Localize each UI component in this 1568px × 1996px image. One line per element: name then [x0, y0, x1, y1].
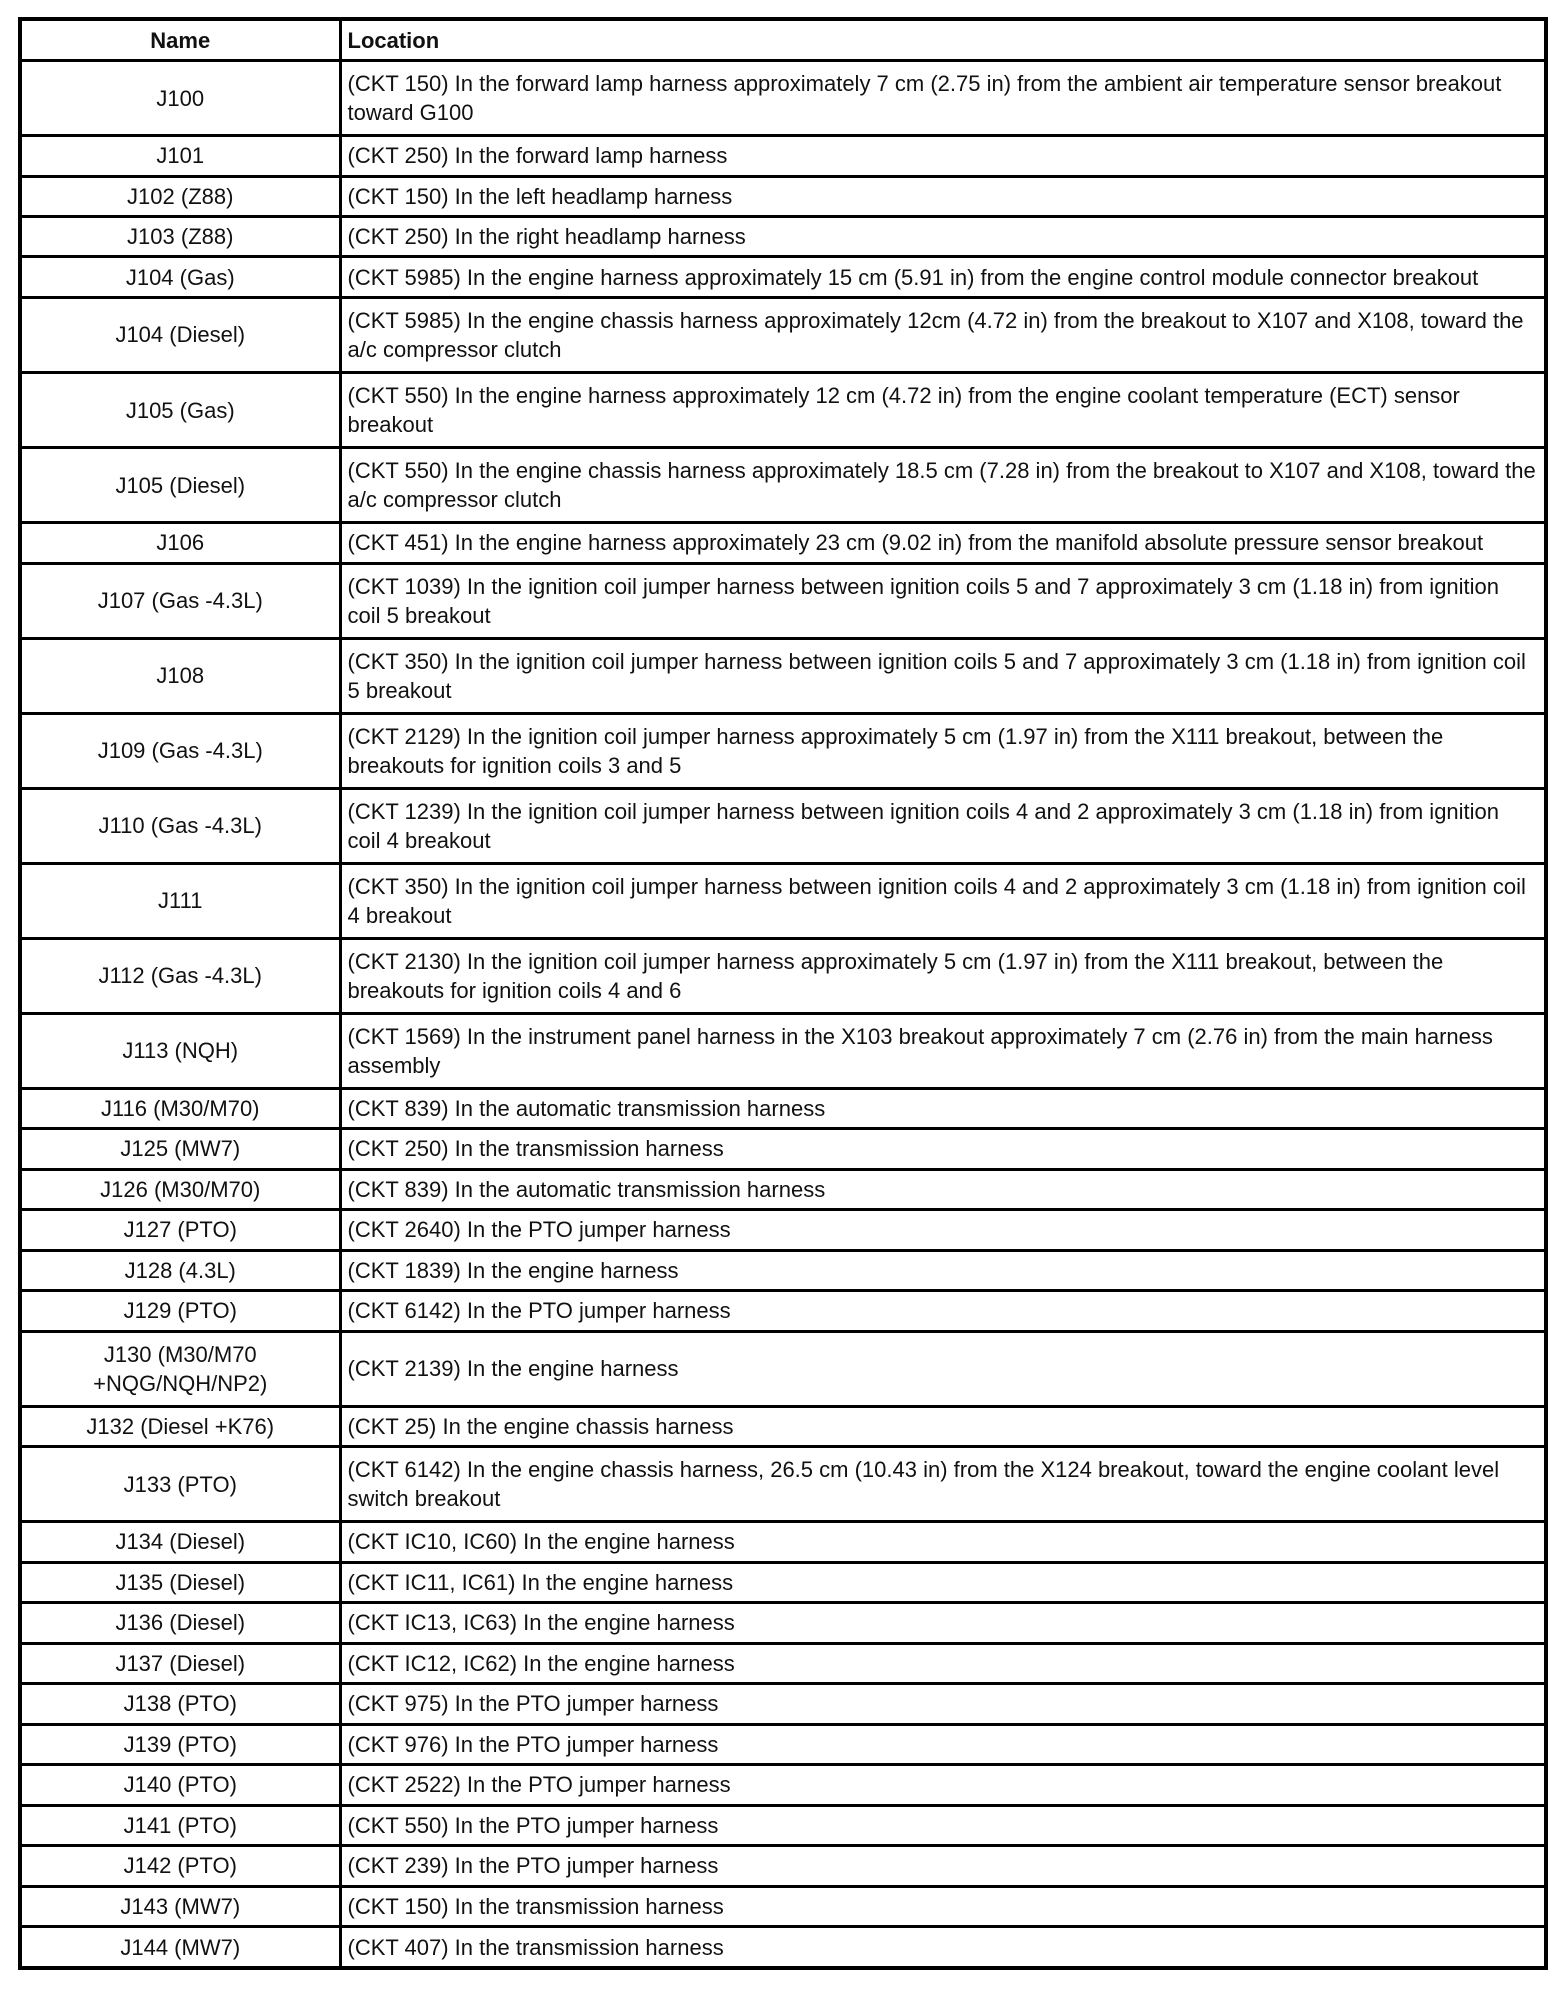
splice-name-cell: J130 (M30/M70 +NQG/NQH/NP2) [20, 1331, 340, 1406]
splice-name-cell: J100 [20, 61, 340, 136]
splice-name-cell: J128 (4.3L) [20, 1250, 340, 1290]
splice-location-cell: (CKT 1039) In the ignition coil jumper harness between ignition coils 5 and 7 approximately 3 cm (1.18 in) from ignition coil 5 breakout [340, 563, 1546, 638]
splice-name-cell: J129 (PTO) [20, 1291, 340, 1331]
splice-name-cell: J104 (Gas) [20, 257, 340, 297]
table-row [20, 1805, 1546, 1845]
splice-location-cell: (CKT 6142) In the PTO jumper harness [340, 1291, 1546, 1331]
splice-location-cell: (CKT 2130) In the ignition coil jumper harness approximately 5 cm (1.97 in) from the X111 breakout, between the breakouts for ignition coils 4 and 6 [340, 938, 1546, 1013]
splice-name-cell: J107 (Gas -4.3L) [20, 563, 340, 638]
splice-location-cell: (CKT 407) In the transmission harness [340, 1927, 1546, 1968]
table-row [20, 373, 1546, 448]
table-row [20, 863, 1546, 938]
splice-location-cell: (CKT 975) In the PTO jumper harness [340, 1684, 1546, 1724]
table-row [20, 523, 1546, 563]
splice-name-cell: J142 (PTO) [20, 1846, 340, 1886]
splice-location-cell: (CKT 2139) In the engine harness [340, 1331, 1546, 1406]
table-row [20, 1291, 1546, 1331]
splice-name-cell: J141 (PTO) [20, 1805, 340, 1845]
table-row [20, 1406, 1546, 1446]
splice-location-cell: (CKT 150) In the left headlamp harness [340, 176, 1546, 216]
splice-name-cell: J110 (Gas -4.3L) [20, 788, 340, 863]
splice-location-cell: (CKT 350) In the ignition coil jumper harness between ignition coils 5 and 7 approximately 3 cm (1.18 in) from ignition coil 5 breakout [340, 638, 1546, 713]
splice-name-cell: J108 [20, 638, 340, 713]
splice-location-cell: (CKT 5985) In the engine chassis harness approximately 12cm (4.72 in) from the breakout to X107 and X108, toward the a/c compressor clutch [340, 297, 1546, 372]
splice-location-cell: (CKT 5985) In the engine harness approximately 15 cm (5.91 in) from the engine control module connector breakout [340, 257, 1546, 297]
table-row [20, 448, 1546, 523]
table-row [20, 1643, 1546, 1683]
splice-name-cell: J104 (Diesel) [20, 297, 340, 372]
splice-name-cell: J112 (Gas -4.3L) [20, 938, 340, 1013]
splice-name-cell: J101 [20, 136, 340, 176]
table-row [20, 788, 1546, 863]
splice-location-cell: (CKT 250) In the transmission harness [340, 1129, 1546, 1169]
table-row [20, 1447, 1546, 1522]
column-header-name: Name [20, 19, 340, 61]
splice-location-sheet [18, 17, 1548, 1970]
table-row [20, 1331, 1546, 1406]
splice-name-cell: J105 (Gas) [20, 373, 340, 448]
splice-location-cell: (CKT 451) In the engine harness approximately 23 cm (9.02 in) from the manifold absolute pressure sensor breakout [340, 523, 1546, 563]
splice-location-cell: (CKT 239) In the PTO jumper harness [340, 1846, 1546, 1886]
splice-name-cell: J134 (Diesel) [20, 1522, 340, 1562]
splice-name-cell: J139 (PTO) [20, 1724, 340, 1764]
table-row [20, 938, 1546, 1013]
splice-location-cell: (CKT 2640) In the PTO jumper harness [340, 1210, 1546, 1250]
table-row [20, 61, 1546, 136]
splice-name-cell: J136 (Diesel) [20, 1603, 340, 1643]
splice-name-cell: J143 (MW7) [20, 1886, 340, 1926]
table-row [20, 638, 1546, 713]
splice-name-cell: J137 (Diesel) [20, 1643, 340, 1683]
splice-location-cell: (CKT IC11, IC61) In the engine harness [340, 1562, 1546, 1602]
table-row [20, 1886, 1546, 1926]
splice-location-table [18, 17, 1548, 1970]
splice-location-cell: (CKT 550) In the engine harness approximately 12 cm (4.72 in) from the engine coolant temperature (ECT) sensor breakout [340, 373, 1546, 448]
column-header-location: Location [340, 19, 1546, 61]
splice-name-cell: J113 (NQH) [20, 1013, 340, 1088]
table-row [20, 1522, 1546, 1562]
splice-location-cell: (CKT 550) In the engine chassis harness approximately 18.5 cm (7.28 in) from the breakout to X107 and X108, toward the a/c compressor clutch [340, 448, 1546, 523]
splice-location-cell: (CKT 1569) In the instrument panel harness in the X103 breakout approximately 7 cm (2.76 in) from the main harness assembly [340, 1013, 1546, 1088]
splice-name-cell: J116 (M30/M70) [20, 1088, 340, 1128]
splice-location-cell: (CKT 550) In the PTO jumper harness [340, 1805, 1546, 1845]
splice-location-cell: (CKT 6142) In the engine chassis harness, 26.5 cm (10.43 in) from the X124 breakout, toward the engine coolant level switch breakout [340, 1447, 1546, 1522]
splice-location-cell: (CKT 150) In the transmission harness [340, 1886, 1546, 1926]
table-row [20, 176, 1546, 216]
table-row [20, 1603, 1546, 1643]
table-row [20, 1169, 1546, 1209]
table-row [20, 297, 1546, 372]
splice-name-cell: J103 (Z88) [20, 217, 340, 257]
table-row [20, 217, 1546, 257]
splice-location-cell: (CKT 1239) In the ignition coil jumper harness between ignition coils 4 and 2 approximately 3 cm (1.18 in) from ignition coil 4 breakout [340, 788, 1546, 863]
table-row [20, 563, 1546, 638]
table-row [20, 1724, 1546, 1764]
table-header-row [20, 19, 1546, 61]
splice-location-cell: (CKT 2522) In the PTO jumper harness [340, 1765, 1546, 1805]
table-row [20, 1250, 1546, 1290]
table-row [20, 1129, 1546, 1169]
splice-location-cell: (CKT 976) In the PTO jumper harness [340, 1724, 1546, 1764]
table-row [20, 713, 1546, 788]
splice-location-cell: (CKT IC10, IC60) In the engine harness [340, 1522, 1546, 1562]
splice-location-cell: (CKT 839) In the automatic transmission harness [340, 1169, 1546, 1209]
table-row [20, 1846, 1546, 1886]
splice-name-cell: J125 (MW7) [20, 1129, 340, 1169]
table-row [20, 1765, 1546, 1805]
splice-name-cell: J111 [20, 863, 340, 938]
table-row [20, 1013, 1546, 1088]
splice-name-cell: J133 (PTO) [20, 1447, 340, 1522]
splice-location-cell: (CKT IC13, IC63) In the engine harness [340, 1603, 1546, 1643]
splice-location-cell: (CKT 150) In the forward lamp harness approximately 7 cm (2.75 in) from the ambient air temperature sensor breakout toward G100 [340, 61, 1546, 136]
splice-location-cell: (CKT 839) In the automatic transmission harness [340, 1088, 1546, 1128]
table-row [20, 1927, 1546, 1968]
splice-name-cell: J106 [20, 523, 340, 563]
splice-location-cell: (CKT 250) In the forward lamp harness [340, 136, 1546, 176]
splice-name-cell: J138 (PTO) [20, 1684, 340, 1724]
table-row [20, 1684, 1546, 1724]
splice-name-cell: J105 (Diesel) [20, 448, 340, 523]
splice-location-cell: (CKT 25) In the engine chassis harness [340, 1406, 1546, 1446]
splice-location-cell: (CKT IC12, IC62) In the engine harness [340, 1643, 1546, 1683]
table-row [20, 1088, 1546, 1128]
splice-name-cell: J109 (Gas -4.3L) [20, 713, 340, 788]
splice-location-cell: (CKT 2129) In the ignition coil jumper harness approximately 5 cm (1.97 in) from the X111 breakout, between the breakouts for ignition coils 3 and 5 [340, 713, 1546, 788]
splice-name-cell: J144 (MW7) [20, 1927, 340, 1968]
splice-name-cell: J127 (PTO) [20, 1210, 340, 1250]
splice-name-cell: J126 (M30/M70) [20, 1169, 340, 1209]
splice-name-cell: J132 (Diesel +K76) [20, 1406, 340, 1446]
splice-location-cell: (CKT 350) In the ignition coil jumper harness between ignition coils 4 and 2 approximately 3 cm (1.18 in) from ignition coil 4 breakout [340, 863, 1546, 938]
table-row [20, 257, 1546, 297]
splice-name-cell: J102 (Z88) [20, 176, 340, 216]
table-body [20, 61, 1546, 1969]
table-row [20, 1562, 1546, 1602]
table-row [20, 136, 1546, 176]
splice-location-cell: (CKT 250) In the right headlamp harness [340, 217, 1546, 257]
table-row [20, 1210, 1546, 1250]
splice-location-cell: (CKT 1839) In the engine harness [340, 1250, 1546, 1290]
splice-name-cell: J135 (Diesel) [20, 1562, 340, 1602]
splice-name-cell: J140 (PTO) [20, 1765, 340, 1805]
